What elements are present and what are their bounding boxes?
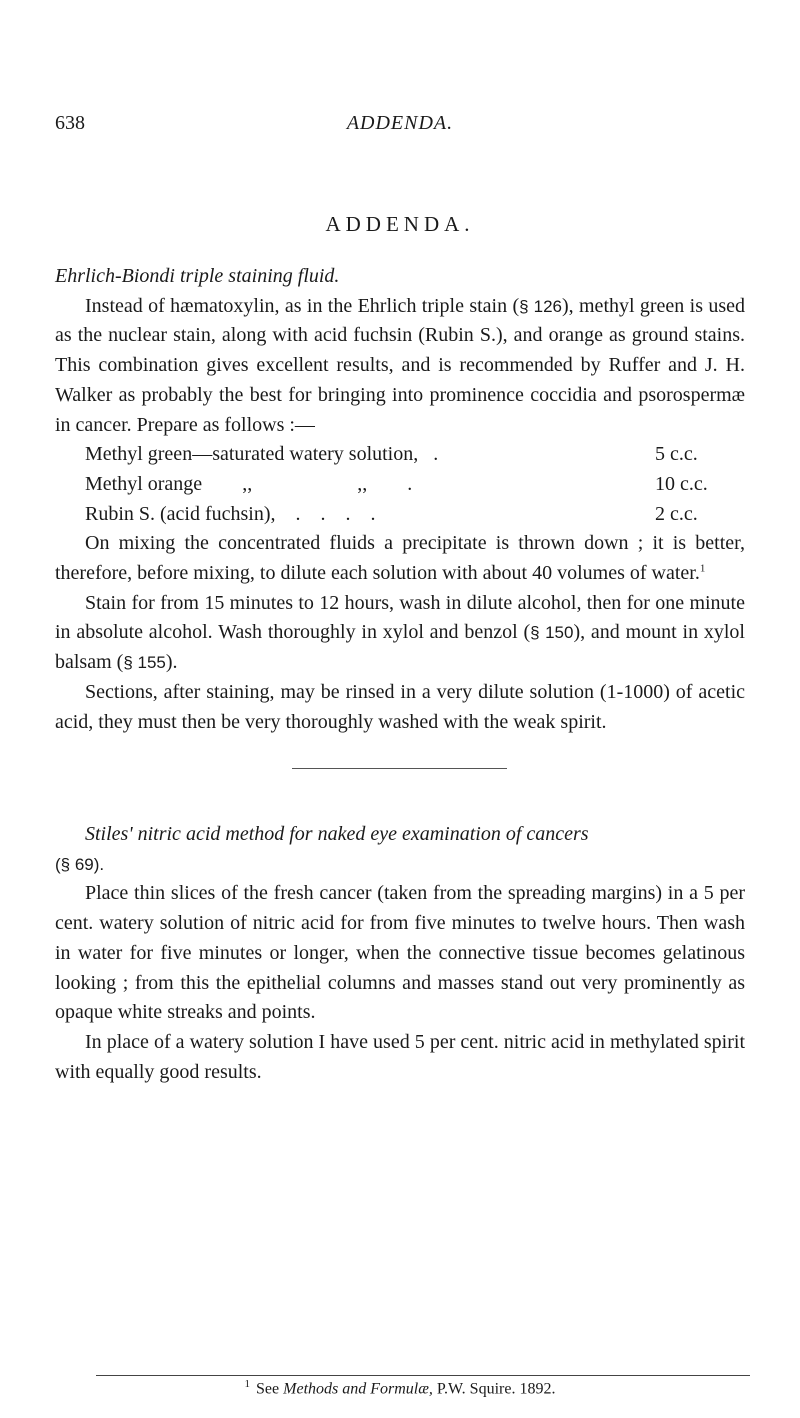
footnote-rule [96, 1375, 750, 1376]
section-stiles [55, 820, 745, 1087]
ehrlich-biondi-paragraph-4: Sections, after staining, may be rinsed in a very dilute solution (1-1000) of acetic acid, they must then be very thoroughly washed with the weak spirit. [55, 680, 745, 733]
recipe-list [55, 440, 745, 529]
section-ehrlich-biondi [55, 262, 745, 737]
footnote-book-title: Methods and Formulæ, [283, 1380, 433, 1398]
stiles-title-reference: (§ 69). [55, 854, 105, 874]
footnote-reference: 1 [699, 562, 706, 575]
running-head [55, 112, 745, 142]
page-number: 638 [55, 112, 85, 134]
stiles-title: Stiles' nitric acid method for naked eye examination of cancers [85, 823, 589, 845]
stiles-paragraph-1: Place thin slices of the fresh cancer (taken from the spreading margins) in a 5 per cent. watery solution of nitric acid for from five minutes to twelve hours. Then wash in water for five minutes or longer, when the connective tissue becomes gelatinous looking ; from this the epithelial columns and masses stand out very prominently as opaque white streaks and points. [55, 882, 745, 1024]
footnote-mark: 1 [244, 1378, 251, 1390]
stiles-paragraph-2: In place of a watery solution I have used 5 per cent. nitric acid in methylated spirit with equally good results. [55, 1030, 745, 1083]
section-divider [292, 768, 507, 769]
ehrlich-biondi-title: Ehrlich-Biondi triple staining fluid. [55, 265, 340, 287]
recipe-row-rubin-s: Rubin S. (acid fuchsin), . . . . 2 c.c. [85, 502, 698, 525]
ehrlich-biondi-paragraph-1: Instead of hæmatoxylin, as in the Ehrlich triple stain (§ 126), methyl green is used as the nuclear stain, along with acid fuchsin (Rubin S.), and orange as ground stains. This combination gives excellent results, and is recommended by Ruffer and J. H. Walker as probably the best for bringing into prominence coccidia and psorospermæ in cancer. Prepare as follows :— [55, 294, 745, 436]
section-heading: ADDENDA. [325, 212, 475, 236]
ehrlich-biondi-paragraph-2: On mixing the concentrated fluids a precipitate is thrown down ; it is better, therefore, before mixing, to dilute each solution with about 40 volumes of water.$^1$ [55, 532, 745, 585]
recipe-row-methyl-orange: Methyl orange ,, ,, . 10 c.c. [85, 472, 708, 495]
footnote: $^1$ See Methods and Formulæ, P.W. Squire. 1892. [244, 1378, 556, 1398]
running-title: ADDENDA. [346, 112, 454, 134]
ehrlich-biondi-paragraph-3: Stain for from 15 minutes to 12 hours, wash in dilute alcohol, then for one minute in absolute alcohol. Wash thoroughly in xylol and benzol (§ 150), and mount in xylol balsam (§ 155). [55, 591, 745, 674]
recipe-row-methyl-green: Methyl green—saturated watery solution, . 5 c.c. [85, 443, 698, 466]
